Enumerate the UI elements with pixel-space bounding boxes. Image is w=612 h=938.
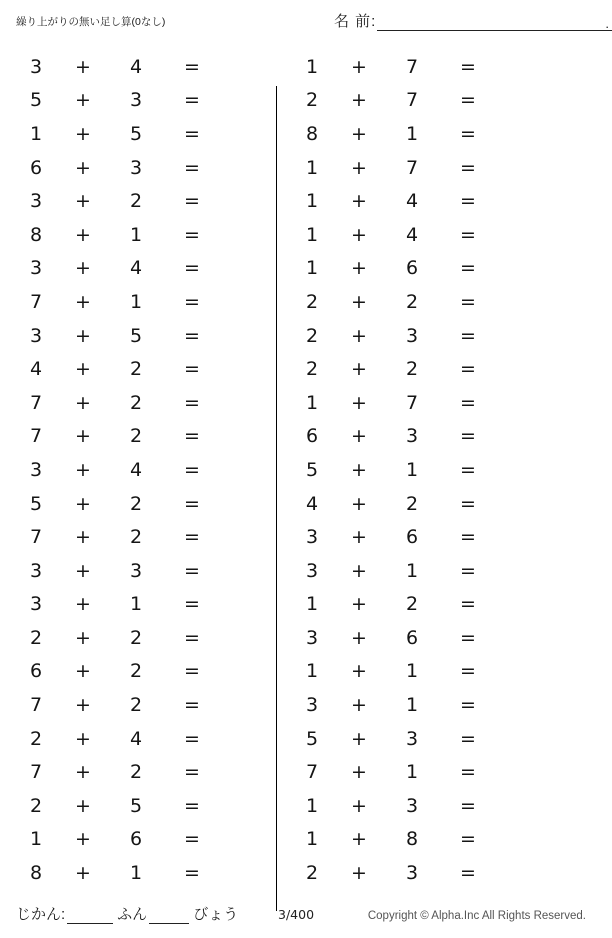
operand-b: 4	[129, 55, 143, 78]
problem-row	[290, 151, 552, 185]
equals-icon: =	[460, 190, 476, 213]
operand-b: 2	[129, 190, 143, 213]
plus-icon: +	[75, 156, 91, 179]
operand-a: 7	[29, 694, 43, 717]
operand-b: 3	[129, 559, 143, 582]
problem-row	[290, 856, 552, 890]
plus-icon: +	[75, 122, 91, 145]
name-field-area	[334, 10, 609, 31]
problem-row	[14, 588, 276, 622]
equals-icon: =	[184, 223, 200, 246]
plus-icon: +	[351, 190, 367, 213]
problem-row	[290, 84, 552, 118]
problem-row	[14, 319, 276, 353]
plus-icon: +	[351, 391, 367, 414]
problem-row	[290, 352, 552, 386]
plus-icon: +	[75, 324, 91, 347]
problem-row	[290, 789, 552, 823]
page-header	[14, 10, 609, 40]
operand-b: 2	[405, 358, 419, 381]
equals-icon: =	[460, 290, 476, 313]
plus-icon: +	[75, 257, 91, 280]
equals-icon: =	[460, 55, 476, 78]
operand-b: 3	[405, 862, 419, 885]
operand-a: 3	[29, 324, 43, 347]
minutes-unit-label: ふん	[117, 906, 148, 923]
plus-icon: +	[75, 190, 91, 213]
plus-icon: +	[351, 89, 367, 112]
problem-row	[290, 823, 552, 857]
name-label: 名 前:	[334, 13, 377, 30]
plus-icon: +	[351, 694, 367, 717]
equals-icon: =	[184, 794, 200, 817]
operand-a: 1	[305, 223, 319, 246]
operand-a: 3	[29, 257, 43, 280]
plus-icon: +	[351, 492, 367, 515]
operand-a: 3	[29, 458, 43, 481]
problem-row	[14, 184, 276, 218]
problem-row	[290, 688, 552, 722]
operand-b: 2	[129, 492, 143, 515]
equals-icon: =	[184, 89, 200, 112]
seconds-input[interactable]	[149, 908, 189, 924]
operand-b: 1	[405, 458, 419, 481]
operand-b: 7	[405, 156, 419, 179]
operand-b: 7	[405, 391, 419, 414]
plus-icon: +	[75, 358, 91, 381]
plus-icon: +	[351, 794, 367, 817]
plus-icon: +	[75, 862, 91, 885]
operand-a: 7	[29, 425, 43, 448]
operand-b: 1	[405, 761, 419, 784]
page-number: 3/400	[278, 907, 315, 922]
operand-a: 3	[305, 526, 319, 549]
operand-a: 7	[29, 761, 43, 784]
name-input[interactable]	[377, 13, 612, 31]
equals-icon: =	[184, 156, 200, 179]
problem-row	[290, 117, 552, 151]
equals-icon: =	[184, 492, 200, 515]
operand-b: 1	[129, 593, 143, 616]
plus-icon: +	[75, 761, 91, 784]
operand-b: 2	[129, 391, 143, 414]
problem-row	[14, 386, 276, 420]
operand-b: 6	[129, 828, 143, 851]
problem-row	[14, 621, 276, 655]
operand-b: 2	[405, 290, 419, 313]
operand-a: 1	[305, 794, 319, 817]
operand-b: 6	[405, 526, 419, 549]
plus-icon: +	[351, 55, 367, 78]
problem-row	[14, 218, 276, 252]
problem-row	[14, 487, 276, 521]
problem-row	[290, 588, 552, 622]
operand-a: 8	[29, 862, 43, 885]
copyright-notice: Copyright © Alpha.Inc All Rights Reserved.	[367, 910, 586, 922]
operand-a: 4	[29, 358, 43, 381]
problem-row	[14, 252, 276, 286]
equals-icon: =	[184, 425, 200, 448]
equals-icon: =	[184, 694, 200, 717]
operand-a: 5	[29, 492, 43, 515]
plus-icon: +	[75, 526, 91, 549]
plus-icon: +	[75, 660, 91, 683]
problem-row	[290, 252, 552, 286]
equals-icon: =	[460, 425, 476, 448]
problem-row	[14, 554, 276, 588]
operand-a: 2	[305, 290, 319, 313]
equals-icon: =	[460, 89, 476, 112]
equals-icon: =	[184, 391, 200, 414]
operand-a: 2	[305, 358, 319, 381]
plus-icon: +	[75, 593, 91, 616]
plus-icon: +	[351, 358, 367, 381]
operand-a: 3	[29, 559, 43, 582]
plus-icon: +	[351, 828, 367, 851]
equals-icon: =	[460, 492, 476, 515]
equals-icon: =	[184, 626, 200, 649]
plus-icon: +	[351, 122, 367, 145]
operand-b: 2	[129, 626, 143, 649]
problem-row	[290, 184, 552, 218]
operand-a: 1	[305, 593, 319, 616]
problem-row	[290, 722, 552, 756]
operand-b: 5	[129, 122, 143, 145]
operand-b: 4	[129, 257, 143, 280]
equals-icon: =	[460, 626, 476, 649]
plus-icon: +	[351, 660, 367, 683]
operand-b: 2	[129, 660, 143, 683]
operand-a: 6	[29, 660, 43, 683]
plus-icon: +	[351, 156, 367, 179]
plus-icon: +	[75, 727, 91, 750]
operand-b: 5	[129, 794, 143, 817]
operand-b: 6	[405, 257, 419, 280]
plus-icon: +	[75, 55, 91, 78]
problem-row	[14, 50, 276, 84]
equals-icon: =	[460, 391, 476, 414]
problem-row	[290, 554, 552, 588]
problem-row	[14, 823, 276, 857]
equals-icon: =	[460, 358, 476, 381]
problem-row	[290, 319, 552, 353]
operand-b: 3	[405, 794, 419, 817]
operand-a: 4	[305, 492, 319, 515]
operand-a: 3	[29, 190, 43, 213]
operand-a: 1	[305, 156, 319, 179]
problem-column-right	[290, 50, 552, 890]
problem-row	[14, 856, 276, 890]
operand-b: 2	[405, 492, 419, 515]
operand-b: 3	[405, 324, 419, 347]
problem-row	[14, 688, 276, 722]
equals-icon: =	[184, 290, 200, 313]
problem-column-left	[14, 50, 276, 890]
operand-b: 1	[405, 660, 419, 683]
operand-b: 3	[405, 727, 419, 750]
operand-b: 3	[129, 89, 143, 112]
problem-row	[290, 621, 552, 655]
equals-icon: =	[184, 660, 200, 683]
time-record-area	[16, 903, 238, 924]
equals-icon: =	[460, 593, 476, 616]
equals-icon: =	[460, 828, 476, 851]
operand-b: 6	[405, 626, 419, 649]
operand-b: 7	[405, 89, 419, 112]
operand-a: 2	[305, 89, 319, 112]
operand-a: 1	[305, 55, 319, 78]
page-title: 繰り上がりの無い足し算(0なし)	[16, 16, 166, 28]
operand-a: 2	[305, 862, 319, 885]
operand-b: 4	[129, 727, 143, 750]
plus-icon: +	[75, 626, 91, 649]
plus-icon: +	[75, 559, 91, 582]
plus-icon: +	[351, 727, 367, 750]
time-label: じかん:	[16, 906, 66, 923]
problem-row	[14, 420, 276, 454]
problem-row	[290, 655, 552, 689]
problem-row	[14, 453, 276, 487]
operand-a: 3	[29, 55, 43, 78]
operand-a: 7	[29, 526, 43, 549]
plus-icon: +	[75, 89, 91, 112]
equals-icon: =	[184, 727, 200, 750]
equals-icon: =	[460, 526, 476, 549]
operand-a: 7	[29, 391, 43, 414]
equals-icon: =	[460, 862, 476, 885]
operand-b: 2	[129, 761, 143, 784]
operand-a: 6	[305, 425, 319, 448]
operand-a: 2	[29, 727, 43, 750]
operand-a: 5	[305, 727, 319, 750]
operand-b: 8	[405, 828, 419, 851]
problem-row	[14, 117, 276, 151]
operand-a: 1	[305, 257, 319, 280]
operand-a: 3	[29, 593, 43, 616]
equals-icon: =	[184, 593, 200, 616]
plus-icon: +	[75, 290, 91, 313]
equals-icon: =	[460, 257, 476, 280]
operand-b: 4	[129, 458, 143, 481]
problem-row	[14, 151, 276, 185]
minutes-input[interactable]	[67, 908, 113, 924]
plus-icon: +	[75, 492, 91, 515]
operand-b: 4	[405, 190, 419, 213]
operand-a: 8	[305, 122, 319, 145]
operand-a: 7	[305, 761, 319, 784]
equals-icon: =	[184, 862, 200, 885]
operand-a: 2	[29, 794, 43, 817]
problem-row	[14, 789, 276, 823]
problem-row	[290, 285, 552, 319]
equals-icon: =	[184, 526, 200, 549]
plus-icon: +	[75, 458, 91, 481]
operand-b: 2	[129, 694, 143, 717]
operand-a: 1	[29, 122, 43, 145]
problem-columns	[14, 50, 586, 890]
operand-a: 1	[305, 828, 319, 851]
operand-b: 3	[129, 156, 143, 179]
operand-b: 2	[129, 526, 143, 549]
equals-icon: =	[460, 122, 476, 145]
operand-a: 1	[305, 190, 319, 213]
operand-b: 7	[405, 55, 419, 78]
equals-icon: =	[184, 761, 200, 784]
plus-icon: +	[351, 458, 367, 481]
equals-icon: =	[184, 190, 200, 213]
plus-icon: +	[351, 324, 367, 347]
problem-row	[14, 520, 276, 554]
plus-icon: +	[351, 761, 367, 784]
plus-icon: +	[75, 828, 91, 851]
plus-icon: +	[351, 559, 367, 582]
equals-icon: =	[460, 223, 476, 246]
equals-icon: =	[460, 458, 476, 481]
problem-row	[14, 84, 276, 118]
problem-row	[14, 755, 276, 789]
operand-b: 3	[405, 425, 419, 448]
equals-icon: =	[184, 828, 200, 851]
plus-icon: +	[75, 391, 91, 414]
plus-icon: +	[75, 425, 91, 448]
operand-a: 3	[305, 559, 319, 582]
equals-icon: =	[460, 660, 476, 683]
problem-row	[290, 50, 552, 84]
problem-row	[290, 755, 552, 789]
problem-row	[290, 218, 552, 252]
operand-a: 7	[29, 290, 43, 313]
operand-a: 3	[305, 694, 319, 717]
name-dot: .	[605, 16, 609, 31]
equals-icon: =	[460, 324, 476, 347]
operand-a: 1	[305, 391, 319, 414]
equals-icon: =	[460, 794, 476, 817]
plus-icon: +	[351, 593, 367, 616]
column-divider	[276, 86, 277, 911]
problem-row	[14, 722, 276, 756]
operand-a: 8	[29, 223, 43, 246]
operand-a: 1	[29, 828, 43, 851]
page-footer	[0, 894, 600, 928]
seconds-unit-label: びょう	[193, 906, 239, 923]
operand-b: 5	[129, 324, 143, 347]
plus-icon: +	[351, 223, 367, 246]
equals-icon: =	[184, 559, 200, 582]
operand-b: 1	[405, 694, 419, 717]
plus-icon: +	[351, 257, 367, 280]
operand-a: 5	[305, 458, 319, 481]
plus-icon: +	[351, 526, 367, 549]
problem-row	[290, 453, 552, 487]
equals-icon: =	[184, 358, 200, 381]
equals-icon: =	[184, 257, 200, 280]
operand-b: 1	[405, 122, 419, 145]
operand-a: 1	[305, 660, 319, 683]
operand-b: 2	[129, 358, 143, 381]
equals-icon: =	[184, 55, 200, 78]
problem-row	[290, 520, 552, 554]
operand-a: 2	[29, 626, 43, 649]
equals-icon: =	[184, 458, 200, 481]
problem-row	[290, 420, 552, 454]
plus-icon: +	[351, 290, 367, 313]
problem-row	[290, 487, 552, 521]
equals-icon: =	[460, 694, 476, 717]
operand-b: 1	[129, 290, 143, 313]
operand-a: 6	[29, 156, 43, 179]
plus-icon: +	[75, 794, 91, 817]
problem-row	[14, 285, 276, 319]
plus-icon: +	[351, 425, 367, 448]
plus-icon: +	[75, 223, 91, 246]
operand-b: 4	[405, 223, 419, 246]
equals-icon: =	[460, 727, 476, 750]
plus-icon: +	[351, 862, 367, 885]
operand-b: 1	[405, 559, 419, 582]
problem-row	[14, 352, 276, 386]
operand-a: 2	[305, 324, 319, 347]
plus-icon: +	[351, 626, 367, 649]
operand-b: 2	[129, 425, 143, 448]
operand-b: 1	[129, 223, 143, 246]
operand-b: 1	[129, 862, 143, 885]
equals-icon: =	[460, 761, 476, 784]
problem-row	[14, 655, 276, 689]
operand-a: 5	[29, 89, 43, 112]
plus-icon: +	[75, 694, 91, 717]
equals-icon: =	[184, 122, 200, 145]
operand-b: 2	[405, 593, 419, 616]
operand-a: 3	[305, 626, 319, 649]
problem-row	[290, 386, 552, 420]
equals-icon: =	[184, 324, 200, 347]
equals-icon: =	[460, 559, 476, 582]
equals-icon: =	[460, 156, 476, 179]
